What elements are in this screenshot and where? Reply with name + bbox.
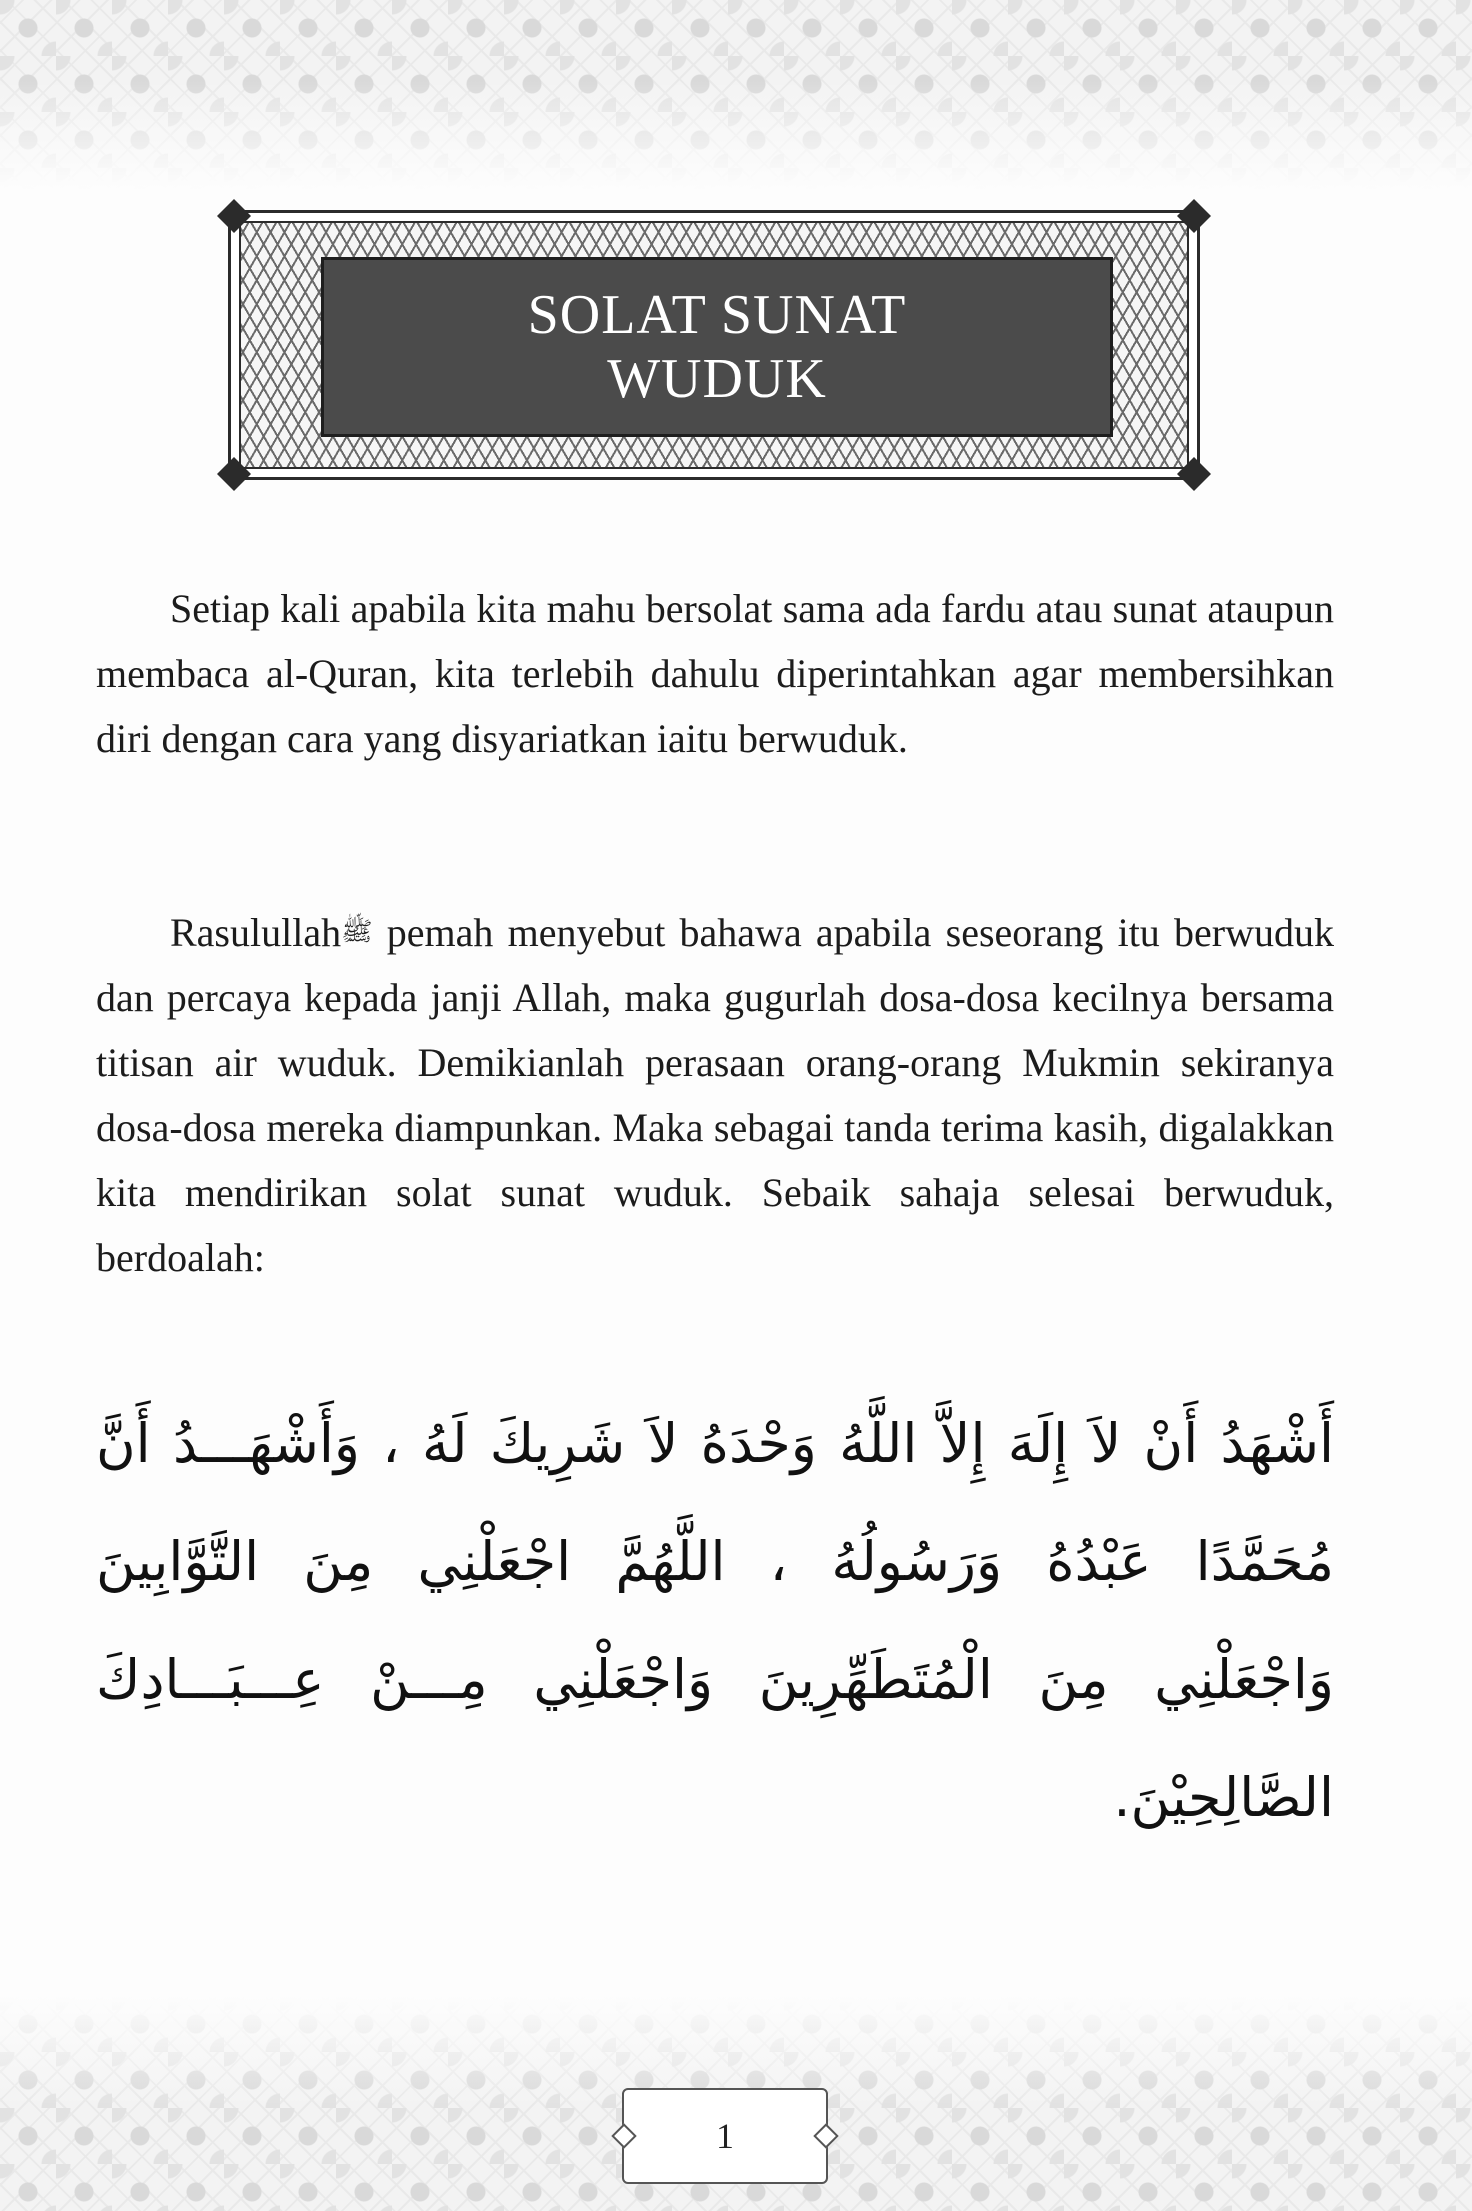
paragraph-hadith-name: Rasulullah [170,910,342,955]
chapter-title-line-1: SOLAT SUNAT [527,284,907,346]
paragraph-intro [96,576,1334,771]
arabic-prayer: أَشْهَدُ أَنْ لاَ إِلَهَ إِلاَّ اللَّهُ وَحْدَهُ لاَ شَرِيكَ لَهُ ، وَأَشْهَـــدُ أَنَّ مُحَمَّدًا عَبْدُهُ وَرَسُولُهُ ، اللَّهُمَّ اجْعَلْنِي مِنَ التَّوَّابِينَ وَاجْعَلْنِي مِنَ الْمُتَطَهِّرِينَ وَاجْعَلْنِي مِـــنْ عِـــبَـــادِكَ الصَّالِحِيْنَ. [96,1412,1334,1829]
chapter-title [321,257,1113,437]
salawat-honorific: ﷺ [341,917,373,947]
title-frame [228,210,1200,480]
paragraph-hadith-text: pemah menyebut bahawa apabila seseorang itu berwuduk dan percaya kepada janji Allah, maka gugurlah dosa-dosa kecilnya bersama titisan air wuduk. Demikianlah perasaan orang-orang Mukmin sekiranya dosa-dosa mereka diampunkan. Maka sebagai tanda terima kasih, digalakkan kita mendirikan solat sunat wuduk. Sebaik sahaja selesai berwuduk, berdoalah: [96,910,1334,1280]
top-ornament-band [0,0,1472,190]
chapter-title-line-2: WUDUK [607,348,827,410]
paragraph-hadith [96,900,1334,1290]
paragraph-intro-text: Setiap kali apabila kita mahu bersolat sama ada fardu atau sunat ataupun membaca al-Quran, kita terlebih dahulu diperintahkan agar membersihkan diri dengan cara yang disyariatkan iaitu berwuduk. [96,586,1334,761]
page-number [622,2088,828,2184]
page-number-text: 1 [716,2116,734,2156]
